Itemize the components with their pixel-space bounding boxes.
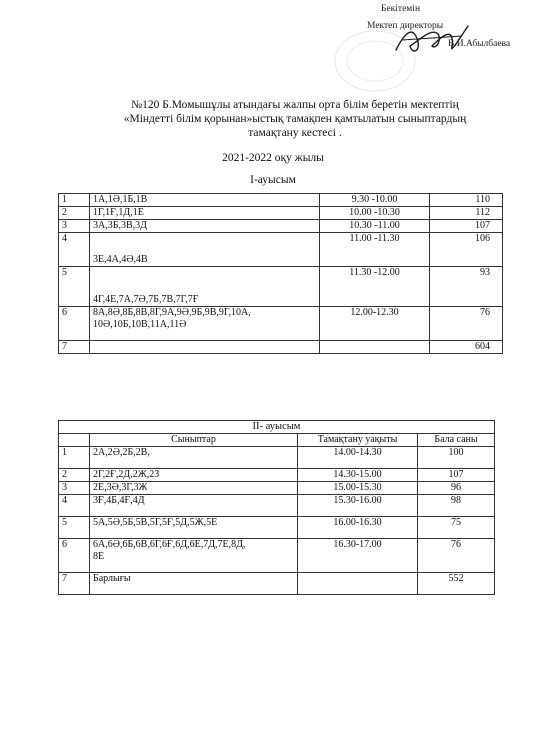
row-classes: 5А,5Ә,5Б,5В,5Г,5Ғ,5Д,5Ж,5Е [90,517,298,539]
director-signature [392,20,472,60]
shift-2-label: ІІ- ауысым [59,421,495,434]
row-time: 16.00-16.30 [298,517,418,539]
table-row [59,469,495,482]
row-time: 10.00 -10.30 [320,207,430,220]
row-time [298,573,418,595]
table-row [59,307,503,341]
row-count: 107 [430,220,503,233]
row-time: 15.00-15.30 [298,482,418,495]
row-time: 10.30 -11.00 [320,220,430,233]
row-count: 98 [418,495,495,517]
table-row [59,267,503,307]
table-row [59,482,495,495]
shift-1-table [58,193,503,354]
row-count: 107 [418,469,495,482]
row-time: 9.30 -10.00 [320,194,430,207]
row-count: 76 [430,307,503,341]
table-row [59,539,495,573]
title-line-3: тамақтану кестесі . [248,127,342,139]
row-count: 76 [418,539,495,573]
row-classes: 1Г,1Ғ,1Д,1Е [90,207,320,220]
header-classes: Сыныптар [90,434,298,447]
row-classes: 6А,6Ә,6Б,6В,6Г,6Ғ,6Д,6Е,7Д,7Е,8Д, 8Е [90,539,298,573]
row-time: 11.00 -11.30 [320,233,430,267]
row-classes: 4Г,4Е,7А,7Ә,7Б,7В,7Г,7Ғ [90,267,320,307]
row-classes: 8А,8Ә,8Б,8В,8Г,9А,9Ә,9Б,9В,9Г,10А, 10Ә,10Б,10В,11А,11Ә [90,307,320,341]
table-row [59,517,495,539]
table-row [59,194,503,207]
title-line-1: №120 Б.Момышұлы атындағы жалпы орта білім беретін мектептің [131,99,459,111]
table-row [59,220,503,233]
row-count: 604 [430,341,503,354]
row-count: 75 [418,517,495,539]
header-time: Тамақтану уақыты [298,434,418,447]
row-number: 2 [59,207,90,220]
header-count: Бала саны [418,434,495,447]
row-count: 112 [430,207,503,220]
row-classes [90,341,320,354]
table-row [59,447,495,469]
row-count: 100 [418,447,495,469]
row-number: 6 [59,307,90,341]
row-classes: 2Е,3Ә,3Г,3Ж [90,482,298,495]
shift-2-table [58,420,495,595]
row-number: 7 [59,573,90,595]
title-line-2: «Міндетті білім қорынан»ыстық тамақпен қамтылатын сыныптардың [123,113,467,125]
approval-line-1: Бекітемін [381,4,421,14]
row-count: 93 [430,267,503,307]
row-time: 14.30-15.00 [298,469,418,482]
row-classes: 3А,3Б,3В,3Д [90,220,320,233]
row-number: 5 [59,517,90,539]
row-classes: 3Е,4А,4Ә,4В [90,233,320,267]
row-number: 3 [59,220,90,233]
row-number: 4 [59,233,90,267]
academic-year: 2021-2022 оқу жылы [222,152,324,164]
row-classes: 3Ғ,4Б,4Ғ,4Д [90,495,298,517]
row-number: 5 [59,267,90,307]
row-number: 2 [59,469,90,482]
row-count: 110 [430,194,503,207]
row-time: 11.30 -12.00 [320,267,430,307]
header-number [59,434,90,447]
shift-1-label: І-ауысым [250,174,296,186]
row-number: 3 [59,482,90,495]
document-title [60,98,530,140]
table-row [59,341,503,354]
row-time: 12.00-12.30 [320,307,430,341]
row-time: 16.30-17.00 [298,539,418,573]
row-number: 1 [59,194,90,207]
approval-line-2: Мектеп директоры [367,21,444,31]
row-classes: 1А,1Ә,1Б,1В [90,194,320,207]
table-row [59,573,495,595]
row-number: 1 [59,447,90,469]
row-count: 106 [430,233,503,267]
row-time: 14.00-14.30 [298,447,418,469]
row-classes: Барлығы [90,573,298,595]
table-row [59,495,495,517]
row-number: 4 [59,495,90,517]
table-row [59,233,503,267]
row-classes: 2Г,2Ғ,2Д,2Ж,2З [90,469,298,482]
row-classes: 2А,2Ә,2Б,2В, [90,447,298,469]
approval-line-3: В.И.Абылбаева [448,39,511,49]
row-time [320,341,430,354]
row-count: 552 [418,573,495,595]
row-time: 15.30-16.00 [298,495,418,517]
table-row [59,207,503,220]
row-number: 6 [59,539,90,573]
row-count: 96 [418,482,495,495]
row-number: 7 [59,341,90,354]
